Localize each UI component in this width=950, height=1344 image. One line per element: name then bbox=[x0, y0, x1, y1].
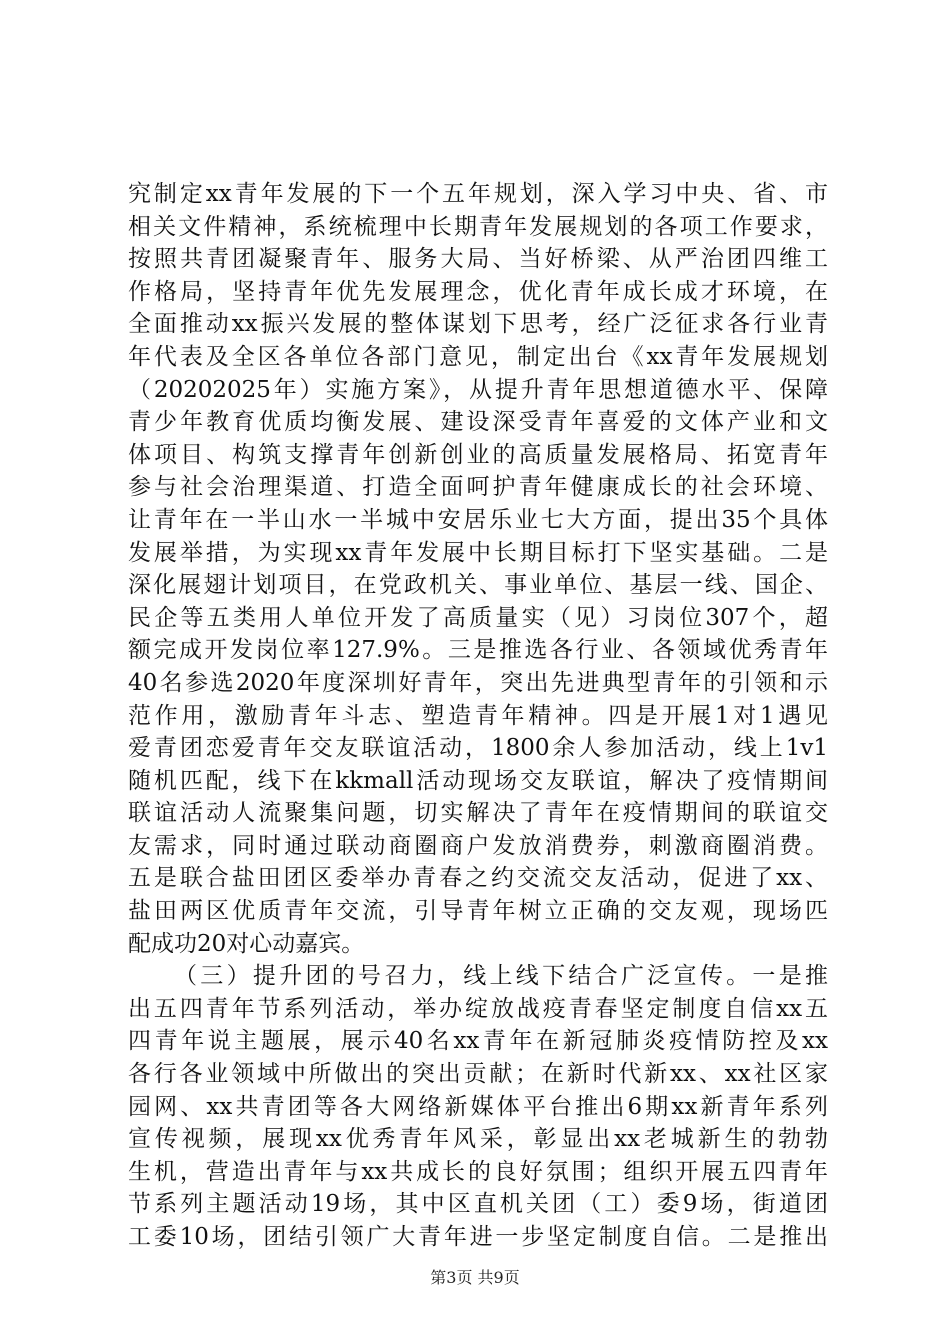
page-number-label: 第3页 共9页 bbox=[430, 1268, 520, 1287]
text-line: 按照共青团凝聚青年、服务大局、当好桥梁、从严治团四维工 bbox=[128, 246, 828, 273]
text-line: 年代表及全区各单位各部门意见，制定出台《xx青年发展规划 bbox=[128, 343, 828, 370]
text-line: 相关文件精神，系统梳理中长期青年发展规划的各项工作要求， bbox=[128, 213, 828, 240]
text-line: 出五四青年节系列活动，举办绽放战疫青春坚定制度自信xx五 bbox=[128, 995, 828, 1022]
text-line: 节系列主题活动19场，其中区直机关团（工）委9场，街道团 bbox=[128, 1191, 828, 1218]
text-line: 园网、xx共青团等各大网络新媒体平台推出6期xx新青年系列 bbox=[128, 1093, 828, 1120]
text-line: 友需求，同时通过联动商圈商户发放消费券，刺激商圈消费。 bbox=[128, 832, 828, 859]
text-line: 青少年教育优质均衡发展、建设深受青年喜爱的文体产业和文 bbox=[128, 409, 828, 436]
body-text bbox=[128, 178, 828, 1254]
text-line: 发展举措，为实现xx青年发展中长期目标打下坚实基础。二是 bbox=[128, 539, 828, 566]
text-line: 联谊活动人流聚集问题，切实解决了青年在疫情期间的联谊交 bbox=[128, 800, 828, 827]
text-line: 配成功20对心动嘉宾。 bbox=[128, 930, 365, 957]
text-line: 随机匹配，线下在kkmall活动现场交友联谊，解决了疫情期间 bbox=[128, 767, 828, 794]
text-line: 盐田两区优质青年交流，引导青年树立正确的交友观，现场匹 bbox=[128, 898, 828, 925]
text-line: 40名参选2020年度深圳好青年，突出先进典型青年的引领和示 bbox=[128, 669, 828, 696]
text-line: 民企等五类用人单位开发了高质量实（见）习岗位307个，超 bbox=[128, 604, 828, 631]
text-line: 宣传视频，展现xx优秀青年风采，彰显出xx老城新生的勃勃 bbox=[128, 1126, 828, 1153]
text-line: 工委10场，团结引领广大青年进一步坚定制度自信。二是推出 bbox=[128, 1224, 828, 1250]
text-line: 深化展翅计划项目，在党政机关、事业单位、基层一线、国企、 bbox=[128, 572, 828, 599]
text-line: 各行各业领域中所做出的突出贡献；在新时代新xx、xx社区家 bbox=[128, 1061, 828, 1088]
text-line: 体项目、构筑支撑青年创新创业的高质量发展格局、拓宽青年 bbox=[128, 441, 828, 468]
text-line: 额完成开发岗位率127.9%。三是推选各行业、各领域优秀青年 bbox=[128, 637, 828, 664]
text-line: （三）提升团的号召力，线上线下结合广泛宣传。一是推 bbox=[174, 963, 828, 990]
text-line: 爱青团恋爱青年交友联谊活动，1800余人参加活动，线上1v1 bbox=[128, 735, 828, 762]
text-line: 五是联合盐田团区委举办青春之约交流交友活动，促进了xx、 bbox=[128, 865, 828, 892]
text-line: 全面推动xx振兴发展的整体谋划下思考，经广泛征求各行业青 bbox=[128, 311, 828, 338]
text-line: （20202025年）实施方案》，从提升青年思想道德水平、保障 bbox=[128, 376, 828, 403]
text-line: 四青年说主题展，展示40名xx青年在新冠肺炎疫情防控及xx bbox=[128, 1028, 828, 1055]
text-line: 让青年在一半山水一半城中安居乐业七大方面，提出35个具体 bbox=[128, 506, 828, 533]
page-footer bbox=[0, 1268, 950, 1288]
text-line: 作格局，坚持青年优先发展理念，优化青年成长成才环境，在 bbox=[128, 278, 828, 305]
text-line: 范作用，激励青年斗志、塑造青年精神。四是开展1对1遇见 bbox=[128, 702, 828, 729]
text-line: 参与社会治理渠道、打造全面呵护青年健康成长的社会环境、 bbox=[128, 474, 828, 501]
text-line: 生机，营造出青年与xx共成长的良好氛围；组织开展五四青年 bbox=[128, 1158, 828, 1185]
text-line: 究制定xx青年发展的下一个五年规划，深入学习中央、省、市 bbox=[128, 181, 828, 207]
